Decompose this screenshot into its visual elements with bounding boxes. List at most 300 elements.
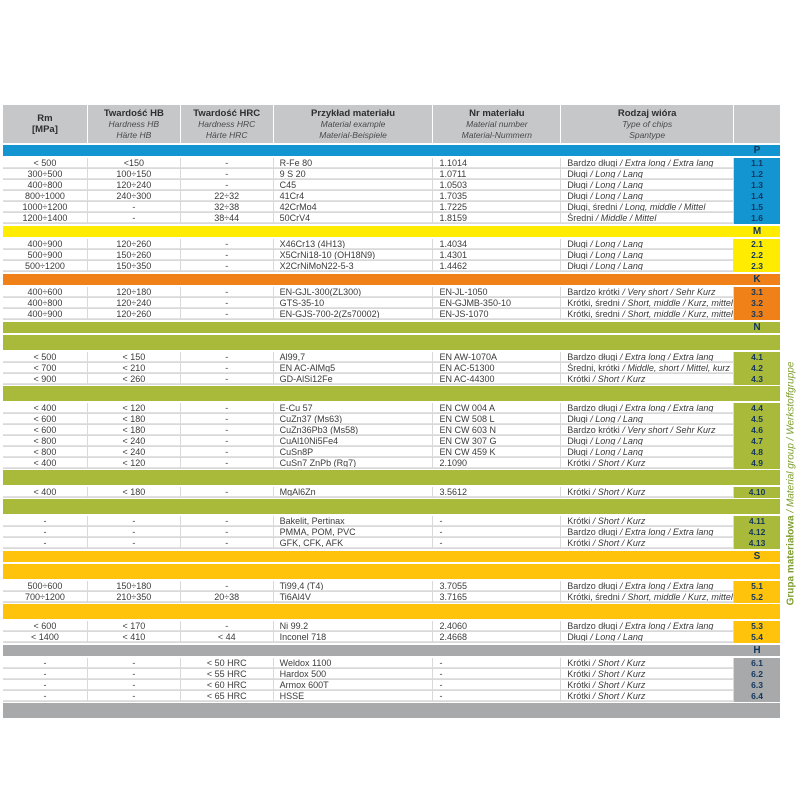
cell-chip-type: Długi / Long / Lang bbox=[561, 414, 733, 424]
section-band-fill bbox=[3, 551, 734, 562]
cell-hardness-hb: < 210 bbox=[88, 363, 180, 373]
column-header bbox=[274, 105, 433, 143]
cell-chip-type: Długi / Long / Lang bbox=[561, 261, 733, 271]
cell-hardness-hrc: - bbox=[181, 414, 273, 424]
cell-material-example: GFK, CFK, AFK bbox=[274, 538, 433, 548]
table-row bbox=[3, 363, 780, 374]
cell-hardness-hrc: - bbox=[181, 250, 273, 260]
cell-hardness-hb: 210÷350 bbox=[88, 592, 180, 602]
cell-material-number: 1.7225 bbox=[433, 202, 560, 212]
cell-rm: < 600 bbox=[3, 621, 87, 631]
cell-material-number: EN CW 004 A bbox=[433, 403, 560, 413]
row-id-badge: 4.9 bbox=[734, 458, 780, 469]
cell-hardness-hrc: - bbox=[181, 239, 273, 249]
cell-chip-type: Długi / Long / Lang bbox=[561, 239, 733, 249]
cell-hardness-hb: 150÷260 bbox=[88, 250, 180, 260]
cell-hardness-hb: < 410 bbox=[88, 632, 180, 642]
cell-rm: 300÷500 bbox=[3, 169, 87, 179]
table-row bbox=[3, 487, 780, 498]
cell-hardness-hrc: 32÷38 bbox=[181, 202, 273, 212]
table-row bbox=[3, 403, 780, 414]
cell-hardness-hrc: 22÷32 bbox=[181, 191, 273, 201]
cell-hardness-hrc: 20÷38 bbox=[181, 592, 273, 602]
column-header-title: Twardość HB bbox=[103, 107, 164, 119]
cell-rm: 400÷900 bbox=[3, 309, 87, 319]
cell-chip-type: Średni, krótki / Middle, short / Mittel, kurz bbox=[561, 363, 733, 373]
column-header-title: Nr materiału bbox=[469, 107, 525, 119]
cell-material-example: EN-GJL-300(ZL300) bbox=[274, 287, 433, 297]
cell-material-number: 1.7035 bbox=[433, 191, 560, 201]
cell-hardness-hb: 120÷260 bbox=[88, 309, 180, 319]
cell-material-number: EN-GJMB-350-10 bbox=[433, 298, 560, 308]
cell-hardness-hb: < 120 bbox=[88, 403, 180, 413]
column-header bbox=[88, 105, 180, 143]
cell-material-example: CuAl10Ni5Fe4 bbox=[274, 436, 433, 446]
cell-chip-type: Bardzo długi / Extra long / Extra lang bbox=[561, 621, 733, 631]
row-id-badge: 1.6 bbox=[734, 213, 780, 224]
table-row bbox=[3, 680, 780, 691]
group-letter: P bbox=[753, 145, 761, 156]
cell-rm: - bbox=[3, 658, 87, 668]
cell-material-number: EN CW 307 G bbox=[433, 436, 560, 446]
cell-hardness-hb: < 180 bbox=[88, 425, 180, 435]
column-header-subtitle: Material number bbox=[466, 118, 528, 129]
column-header-subtitle: Spantype bbox=[629, 129, 666, 140]
cell-rm: 400÷900 bbox=[3, 239, 87, 249]
row-id-badge: 4.7 bbox=[734, 436, 780, 447]
row-id-badge: 1.2 bbox=[734, 169, 780, 180]
cell-chip-type: Krótki, średni / Short, middle / Kurz, mittel bbox=[561, 298, 733, 308]
cell-rm: 800÷1000 bbox=[3, 191, 87, 201]
cell-material-example: Inconel 718 bbox=[274, 632, 433, 642]
cell-material-example: E-Cu 57 bbox=[274, 403, 433, 413]
cell-rm: - bbox=[3, 691, 87, 701]
cell-hardness-hb: - bbox=[88, 658, 180, 668]
cell-hardness-hrc: - bbox=[181, 261, 273, 271]
cell-hardness-hrc: - bbox=[181, 298, 273, 308]
cell-rm: < 700 bbox=[3, 363, 87, 373]
section-band-fill bbox=[3, 645, 734, 656]
row-id-badge: 1.3 bbox=[734, 180, 780, 191]
cell-hardness-hb: - bbox=[88, 516, 180, 526]
cell-hardness-hrc: - bbox=[181, 425, 273, 435]
cell-chip-type: Bardzo krótki / Very short / Sehr Kurz bbox=[561, 287, 733, 297]
cell-hardness-hrc: < 44 bbox=[181, 632, 273, 642]
column-header-subtitle: Type of chips bbox=[622, 118, 673, 129]
table-row bbox=[3, 458, 780, 469]
table-row bbox=[3, 261, 780, 272]
cell-material-number: - bbox=[433, 516, 560, 526]
cell-hardness-hrc: - bbox=[181, 403, 273, 413]
table-row bbox=[3, 213, 780, 224]
section-separator-band bbox=[3, 470, 780, 485]
table-row bbox=[3, 632, 780, 643]
table-row bbox=[3, 581, 780, 592]
cell-material-example: GTS-35-10 bbox=[274, 298, 433, 308]
cell-hardness-hrc: - bbox=[181, 516, 273, 526]
column-header-title: Przykład materiału bbox=[311, 107, 396, 119]
table-row bbox=[3, 191, 780, 202]
cell-chip-type: Bardzo długi / Extra long / Extra lang bbox=[561, 527, 733, 537]
cell-material-number: 1.8159 bbox=[433, 213, 560, 223]
cell-material-number: - bbox=[433, 669, 560, 679]
row-id-badge: 4.12 bbox=[734, 527, 780, 538]
cell-material-example: Al99,7 bbox=[274, 352, 433, 362]
section-header-band bbox=[3, 322, 780, 333]
cell-hardness-hb: 100÷150 bbox=[88, 169, 180, 179]
row-id-badge: 4.8 bbox=[734, 447, 780, 458]
section-separator-band bbox=[3, 499, 780, 514]
cell-material-example: Ni 99.2 bbox=[274, 621, 433, 631]
cell-material-number: 2.1090 bbox=[433, 458, 560, 468]
row-id-badge: 5.3 bbox=[734, 621, 780, 632]
column-header-subtitle: Hardness HB bbox=[108, 118, 160, 129]
column-header-subtitle: Material-Nummern bbox=[461, 129, 533, 140]
column-header-title: Twardość HRC bbox=[193, 107, 261, 119]
cell-chip-type: Krótki / Short / Kurz bbox=[561, 487, 733, 497]
cell-chip-type: Krótki / Short / Kurz bbox=[561, 458, 733, 468]
cell-rm: 500÷600 bbox=[3, 581, 87, 591]
cell-material-example: Hardox 500 bbox=[274, 669, 433, 679]
cell-chip-type: Bardzo długi / Extra long / Extra lang bbox=[561, 352, 733, 362]
table-row bbox=[3, 658, 780, 669]
cell-chip-type: Krótki / Short / Kurz bbox=[561, 669, 733, 679]
section-separator-band bbox=[3, 386, 780, 401]
group-letter: S bbox=[753, 551, 761, 562]
table-row bbox=[3, 169, 780, 180]
cell-chip-type: Bardzo długi / Extra long / Extra lang bbox=[561, 158, 733, 168]
cell-chip-type: Długi / Long / Lang bbox=[561, 180, 733, 190]
cell-rm: - bbox=[3, 538, 87, 548]
row-id-badge: 4.10 bbox=[734, 487, 780, 498]
cell-hardness-hb: 120÷180 bbox=[88, 287, 180, 297]
cell-hardness-hb: 120÷260 bbox=[88, 239, 180, 249]
cell-hardness-hrc: 38÷44 bbox=[181, 213, 273, 223]
cell-hardness-hb: - bbox=[88, 680, 180, 690]
header-row bbox=[3, 105, 780, 143]
cell-hardness-hb: <150 bbox=[88, 158, 180, 168]
cell-hardness-hb: - bbox=[88, 202, 180, 212]
row-id-badge: 6.4 bbox=[734, 691, 780, 702]
cell-material-example: MgAl6Zn bbox=[274, 487, 433, 497]
cell-chip-type: Średni / Middle / Mittel bbox=[561, 213, 733, 223]
cell-hardness-hrc: - bbox=[181, 287, 273, 297]
section-separator-band bbox=[3, 604, 780, 619]
cell-material-number: 3.5612 bbox=[433, 487, 560, 497]
cell-material-example: Armox 600T bbox=[274, 680, 433, 690]
row-id-badge: 1.4 bbox=[734, 191, 780, 202]
cell-hardness-hrc: - bbox=[181, 527, 273, 537]
table-row bbox=[3, 691, 780, 702]
table-row bbox=[3, 180, 780, 191]
table-row bbox=[3, 352, 780, 363]
cell-hardness-hb: 150÷350 bbox=[88, 261, 180, 271]
cell-hardness-hb: < 150 bbox=[88, 352, 180, 362]
cell-chip-type: Krótki / Short / Kurz bbox=[561, 516, 733, 526]
section-band-fill bbox=[3, 226, 734, 237]
cell-hardness-hb: 150÷180 bbox=[88, 581, 180, 591]
cell-material-number: EN AC-44300 bbox=[433, 374, 560, 384]
table-header bbox=[3, 105, 780, 143]
column-header bbox=[181, 105, 273, 143]
cell-rm: - bbox=[3, 516, 87, 526]
table-row bbox=[3, 202, 780, 213]
row-id-badge: 6.3 bbox=[734, 680, 780, 691]
cell-material-number: EN AC-51300 bbox=[433, 363, 560, 373]
column-header-spacer bbox=[734, 105, 780, 143]
row-id-badge: 3.1 bbox=[734, 287, 780, 298]
cell-chip-type: Krótki / Short / Kurz bbox=[561, 538, 733, 548]
cell-hardness-hrc: < 60 HRC bbox=[181, 680, 273, 690]
table-row bbox=[3, 374, 780, 385]
column-header-subtitle: Hardness HRC bbox=[198, 118, 256, 129]
cell-chip-type: Krótki / Short / Kurz bbox=[561, 691, 733, 701]
cell-material-example: Ti99,4 (T4) bbox=[274, 581, 433, 591]
table-row bbox=[3, 414, 780, 425]
cell-hardness-hrc: - bbox=[181, 436, 273, 446]
cell-material-example: CuSn7 ZnPb (Rg7) bbox=[274, 458, 433, 468]
cell-chip-type: Bardzo długi / Extra long / Extra lang bbox=[561, 403, 733, 413]
cell-chip-type: Długi / Long / Lang bbox=[561, 191, 733, 201]
table-row bbox=[3, 447, 780, 458]
table-row bbox=[3, 239, 780, 250]
row-id-badge: 5.2 bbox=[734, 592, 780, 603]
section-band-fill bbox=[3, 145, 734, 156]
table-row bbox=[3, 527, 780, 538]
cell-hardness-hb: - bbox=[88, 527, 180, 537]
cell-material-example: X2CrNiMoN22-5-3 bbox=[274, 261, 433, 271]
table-row bbox=[3, 516, 780, 527]
cell-chip-type: Bardzo krótki / Very short / Sehr Kurz bbox=[561, 425, 733, 435]
table-row bbox=[3, 425, 780, 436]
cell-hardness-hrc: < 65 HRC bbox=[181, 691, 273, 701]
cell-material-example: CuZn36Pb3 (Ms58) bbox=[274, 425, 433, 435]
row-id-badge: 4.1 bbox=[734, 352, 780, 363]
cell-rm: - bbox=[3, 527, 87, 537]
cell-material-number: - bbox=[433, 527, 560, 537]
cell-material-example: 41Cr4 bbox=[274, 191, 433, 201]
cell-material-example: C45 bbox=[274, 180, 433, 190]
cell-material-example: 42CrMo4 bbox=[274, 202, 433, 212]
cell-material-number: 3.7165 bbox=[433, 592, 560, 602]
cell-rm: < 400 bbox=[3, 458, 87, 468]
column-header-subtitle: Härte HB bbox=[116, 129, 152, 140]
cell-rm: 400÷800 bbox=[3, 180, 87, 190]
cell-material-number: 1.0503 bbox=[433, 180, 560, 190]
table-row bbox=[3, 298, 780, 309]
cell-rm: < 900 bbox=[3, 374, 87, 384]
cell-chip-type: Długi / Long / Lang bbox=[561, 436, 733, 446]
row-id-badge: 4.6 bbox=[734, 425, 780, 436]
table-row bbox=[3, 287, 780, 298]
row-id-badge: 3.3 bbox=[734, 309, 780, 320]
cell-chip-type: Krótki / Short / Kurz bbox=[561, 658, 733, 668]
cell-rm: - bbox=[3, 669, 87, 679]
cell-material-example: CuZn37 (Ms63) bbox=[274, 414, 433, 424]
cell-hardness-hrc: - bbox=[181, 538, 273, 548]
cell-chip-type: Długi, średni / Long, middle / Mittel bbox=[561, 202, 733, 212]
cell-material-example: EN AC-AlMg5 bbox=[274, 363, 433, 373]
cell-chip-type: Długi / Long / Lang bbox=[561, 250, 733, 260]
cell-material-example: EN-GJS-700-2(Zs70002) bbox=[274, 309, 433, 319]
cell-hardness-hrc: - bbox=[181, 363, 273, 373]
cell-chip-type: Długi / Long / Lang bbox=[561, 169, 733, 179]
cell-rm: < 1400 bbox=[3, 632, 87, 642]
cell-material-example: GD-AlSi12Fe bbox=[274, 374, 433, 384]
group-letter: K bbox=[753, 274, 761, 285]
cell-hardness-hb: < 260 bbox=[88, 374, 180, 384]
cell-material-number: 1.4301 bbox=[433, 250, 560, 260]
row-id-badge: 6.2 bbox=[734, 669, 780, 680]
cell-hardness-hrc: - bbox=[181, 309, 273, 319]
cell-material-number: 1.4034 bbox=[433, 239, 560, 249]
section-separator-band bbox=[3, 335, 780, 350]
cell-rm: < 800 bbox=[3, 436, 87, 446]
cell-hardness-hb: < 170 bbox=[88, 621, 180, 631]
cell-material-number: EN-JL-1050 bbox=[433, 287, 560, 297]
row-id-badge: 1.5 bbox=[734, 202, 780, 213]
cell-hardness-hrc: < 55 HRC bbox=[181, 669, 273, 679]
table-row bbox=[3, 592, 780, 603]
cell-material-number: - bbox=[433, 538, 560, 548]
section-separator-band bbox=[3, 703, 780, 718]
cell-material-example: 50CrV4 bbox=[274, 213, 433, 223]
group-letter: H bbox=[753, 645, 761, 656]
cell-rm: < 500 bbox=[3, 352, 87, 362]
row-id-badge: 5.4 bbox=[734, 632, 780, 643]
column-header-title: [MPa] bbox=[32, 124, 58, 135]
row-id-badge: 3.2 bbox=[734, 298, 780, 309]
cell-hardness-hrc: - bbox=[181, 458, 273, 468]
column-header bbox=[3, 105, 87, 143]
cell-rm: - bbox=[3, 680, 87, 690]
cell-material-number: EN CW 603 N bbox=[433, 425, 560, 435]
row-id-badge: 4.11 bbox=[734, 516, 780, 527]
cell-chip-type: Krótki, średni / Short, middle / Kurz, mittel bbox=[561, 309, 733, 319]
section-header-band bbox=[3, 645, 780, 656]
row-id-badge: 4.13 bbox=[734, 538, 780, 549]
vertical-label-primary: Grupa materiałowa bbox=[785, 515, 797, 606]
cell-material-number: 1.4462 bbox=[433, 261, 560, 271]
cell-material-number: - bbox=[433, 691, 560, 701]
section-header-band bbox=[3, 551, 780, 562]
cell-material-number: 2.4060 bbox=[433, 621, 560, 631]
section-header-band bbox=[3, 226, 780, 237]
section-separator-band bbox=[3, 564, 780, 579]
cell-hardness-hrc: - bbox=[181, 374, 273, 384]
cell-material-number: - bbox=[433, 680, 560, 690]
section-band-fill bbox=[3, 274, 734, 285]
cell-material-example: PMMA, POM, PVC bbox=[274, 527, 433, 537]
cell-hardness-hb: - bbox=[88, 691, 180, 701]
column-header bbox=[561, 105, 733, 143]
cell-hardness-hb: - bbox=[88, 213, 180, 223]
cell-material-number: EN CW 508 L bbox=[433, 414, 560, 424]
cell-material-number: 1.1014 bbox=[433, 158, 560, 168]
cell-hardness-hb: 120÷240 bbox=[88, 180, 180, 190]
cell-hardness-hrc: < 50 HRC bbox=[181, 658, 273, 668]
row-id-badge: 4.5 bbox=[734, 414, 780, 425]
cell-material-number: EN-JS-1070 bbox=[433, 309, 560, 319]
cell-material-number: EN AW-1070A bbox=[433, 352, 560, 362]
row-id-badge: 2.3 bbox=[734, 261, 780, 272]
table-row bbox=[3, 309, 780, 320]
cell-material-example: Bakelit, Pertinax bbox=[274, 516, 433, 526]
row-id-badge: 6.1 bbox=[734, 658, 780, 669]
section-header-band bbox=[3, 145, 780, 156]
cell-hardness-hrc: - bbox=[181, 169, 273, 179]
row-id-badge: 4.4 bbox=[734, 403, 780, 414]
cell-chip-type: Długi / Long / Lang bbox=[561, 447, 733, 457]
cell-material-number: EN CW 459 K bbox=[433, 447, 560, 457]
table-row bbox=[3, 538, 780, 549]
section-band-fill bbox=[3, 322, 734, 333]
cell-hardness-hb: - bbox=[88, 538, 180, 548]
cell-material-example: Ti6Al4V bbox=[274, 592, 433, 602]
cell-chip-type: Krótki / Short / Kurz bbox=[561, 680, 733, 690]
cell-hardness-hb: 120÷240 bbox=[88, 298, 180, 308]
cell-rm: 400÷800 bbox=[3, 298, 87, 308]
cell-material-number: 3.7055 bbox=[433, 581, 560, 591]
cell-hardness-hrc: - bbox=[181, 487, 273, 497]
cell-material-number: 2.4668 bbox=[433, 632, 560, 642]
cell-hardness-hb: < 180 bbox=[88, 414, 180, 424]
cell-rm: 700÷1200 bbox=[3, 592, 87, 602]
column-header bbox=[433, 105, 560, 143]
cell-material-example: R-Fe 80 bbox=[274, 158, 433, 168]
table-row bbox=[3, 669, 780, 680]
row-id-badge: 2.2 bbox=[734, 250, 780, 261]
cell-hardness-hb: < 240 bbox=[88, 447, 180, 457]
cell-rm: 1000÷1200 bbox=[3, 202, 87, 212]
cell-rm: 500÷1200 bbox=[3, 261, 87, 271]
table-row bbox=[3, 621, 780, 632]
cell-material-example: Weldox 1100 bbox=[274, 658, 433, 668]
vertical-label-secondary: / Material group / Werkstoffgruppe bbox=[785, 361, 797, 516]
cell-hardness-hb: 240÷300 bbox=[88, 191, 180, 201]
cell-material-number: - bbox=[433, 658, 560, 668]
column-header-subtitle: Material example bbox=[320, 118, 386, 129]
cell-hardness-hb: - bbox=[88, 669, 180, 679]
group-letter: M bbox=[752, 226, 762, 237]
row-id-badge: 5.1 bbox=[734, 581, 780, 592]
cell-hardness-hrc: - bbox=[181, 621, 273, 631]
cell-hardness-hrc: - bbox=[181, 180, 273, 190]
table-row bbox=[3, 250, 780, 261]
cell-rm: 500÷900 bbox=[3, 250, 87, 260]
cell-chip-type: Krótki, średni / Short, middle / Kurz, mittel bbox=[561, 592, 733, 602]
row-id-badge: 4.3 bbox=[734, 374, 780, 385]
cell-rm: < 800 bbox=[3, 447, 87, 457]
cell-material-example: X5CrNi18-10 (OH18N9) bbox=[274, 250, 433, 260]
cell-chip-type: Bardzo długi / Extra long / Extra lang bbox=[561, 581, 733, 591]
cell-rm: < 500 bbox=[3, 158, 87, 168]
group-letter: N bbox=[753, 322, 761, 333]
section-header-band bbox=[3, 274, 780, 285]
row-id-badge: 4.2 bbox=[734, 363, 780, 374]
column-header-title: Rodzaj wióra bbox=[617, 107, 677, 119]
column-header-title: Rm bbox=[37, 113, 53, 124]
cell-rm: 400÷600 bbox=[3, 287, 87, 297]
column-header-subtitle: Material-Beispiele bbox=[319, 129, 387, 140]
cell-hardness-hrc: - bbox=[181, 581, 273, 591]
cell-rm: < 600 bbox=[3, 414, 87, 424]
cell-material-example: CuSn8P bbox=[274, 447, 433, 457]
cell-rm: 1200÷1400 bbox=[3, 213, 87, 223]
cell-hardness-hb: < 240 bbox=[88, 436, 180, 446]
cell-hardness-hrc: - bbox=[181, 447, 273, 457]
cell-material-example: HSSE bbox=[274, 691, 433, 701]
